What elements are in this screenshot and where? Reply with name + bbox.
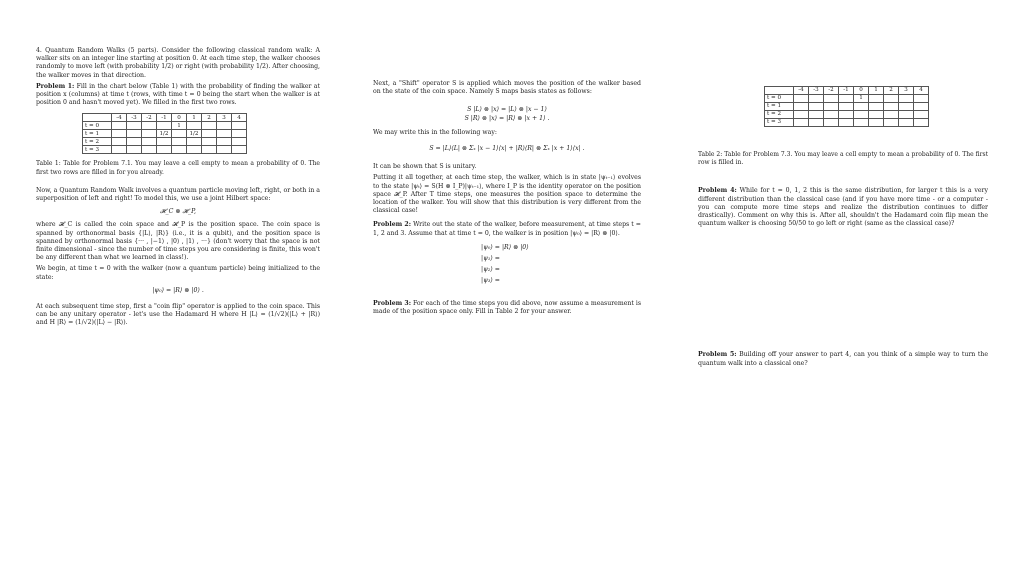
table-2-cell [794, 103, 809, 111]
table-1-col-header: 2 [202, 114, 217, 122]
table-1-row [83, 130, 247, 138]
table-1-row [83, 146, 247, 154]
table-1-cell [187, 138, 202, 146]
shift-equation-1: S |L⟩ ⊗ |x⟩ = |L⟩ ⊗ |x − 1⟩ [467, 106, 547, 114]
table-1-cell [187, 146, 202, 154]
table-2-cell [869, 119, 884, 127]
table-1-col-header: 1 [187, 114, 202, 122]
table-2-cell [884, 111, 899, 119]
table-2-cell [839, 119, 854, 127]
problem-1 [36, 83, 320, 108]
column-middle [373, 80, 641, 319]
table-2-cell [854, 103, 869, 111]
table-1-row-label: t = 3 [83, 146, 112, 154]
table-1-cell [112, 146, 127, 154]
table-1-row [83, 138, 247, 146]
table-1-cell [157, 146, 172, 154]
table-1-cell [202, 138, 217, 146]
table-1-col-header: 0 [172, 114, 187, 122]
problem-4-text: While for t = 0, 1, 2 this is the same distribution, for larger t this is a very different distribution than the classical case (and if you have more time - or a computer - you can compute more time steps and realize the distribution continues to differ drastically). Comment on why this is. After all, shouldn't the Hadamard coin flip mean the quantum walker is choosing 50/50 to go left or right (same as the classical case)? [698, 187, 988, 228]
write-paragraph: We may write this in the following way: [373, 128, 497, 136]
psi-2-line: |ψ₂⟩ = [481, 266, 500, 274]
table-1-col-header: -3 [127, 114, 142, 122]
table-2-cell [899, 103, 914, 111]
table-2-cell [914, 103, 929, 111]
table-2-cell [884, 95, 899, 103]
table-2-row-label: t = 0 [765, 95, 794, 103]
table-2-cell [899, 119, 914, 127]
table-1-row-label: t = 0 [83, 122, 112, 130]
psi-1-line: |ψ₁⟩ = [481, 255, 500, 263]
table-1-cell [127, 146, 142, 154]
table-2-cell [809, 95, 824, 103]
table-1-cell [217, 130, 232, 138]
table-2-row [765, 95, 929, 103]
table-1-cell [157, 122, 172, 130]
table-2-cell [869, 103, 884, 111]
table-1-cell [217, 122, 232, 130]
table-1-cell [127, 122, 142, 130]
table-2 [764, 86, 929, 127]
table-2-col-header: 4 [914, 87, 929, 95]
table-2-cell [884, 119, 899, 127]
table-2-wrap [764, 86, 988, 127]
problem-2 [373, 221, 641, 237]
table-2-col-header: 1 [869, 87, 884, 95]
table-1-cell [157, 138, 172, 146]
table-1-cell [127, 130, 142, 138]
table-1-col-header: 3 [217, 114, 232, 122]
table-2-cell [824, 111, 839, 119]
table-2-cell [914, 119, 929, 127]
problem-5-label: Problem 5: [698, 351, 737, 359]
table-2-cell [884, 103, 899, 111]
table-1-cell [112, 138, 127, 146]
table-2-caption: Table 2: Table for Problem 7.3. You may leave a cell empty to mean a probability of 0. The first row is filled in. [698, 151, 988, 167]
column-left [36, 47, 320, 331]
table-1-col-header [83, 114, 112, 122]
table-2-col-header: 2 [884, 87, 899, 95]
problem-4 [698, 187, 988, 228]
shift-paragraph: Next, a "Shift" operator S is applied which moves the position of the walker based on the state of the coin space. Namely S maps basis states as follows: [373, 80, 641, 96]
coin-flip-paragraph: At each subsequent time step, first a "coin flip" operator is applied to the coin space. This can be any unitary operator - let's use the Hadamard H where H |L⟩ = (1/√2)(|L⟩ + |R⟩) and H |R⟩ = (1/√2)(|L⟩ − |R⟩). [36, 303, 320, 327]
begin-paragraph: We begin, at time t = 0 with the walker (now a quantum particle) being initialized to the state: [36, 265, 320, 281]
problem-3-text: For each of the time steps you did above, now assume a measurement is made of the position space only. Fill in Table 2 for your answer. [373, 299, 641, 315]
table-2-cell [809, 103, 824, 111]
table-1-cell [217, 146, 232, 154]
psi-3-line: |ψ₃⟩ = [481, 277, 500, 285]
table-1-cell [202, 146, 217, 154]
table-1-cell [112, 130, 127, 138]
table-1-cell [142, 138, 157, 146]
table-2-col-header: -3 [809, 87, 824, 95]
table-1-cell [202, 130, 217, 138]
table-1 [82, 113, 247, 154]
evolution-paragraph: Putting it all together, at each time step, the walker, which is in state |ψₜ₋₁⟩ evolves to the state |ψₜ⟩ = S(H ⊗ I_P)|ψₜ₋₁⟩, where I_P is the identity operator on the position space 𝓗_P. After T time steps, one measures the position space to determine the location of the walker. You will show that this distribution is very different from the classical case! [373, 174, 641, 215]
table-2-cell [899, 95, 914, 103]
unitary-sentence: It can be shown that S is unitary. [373, 163, 477, 171]
table-1-cell [232, 122, 247, 130]
problem-3-label: Problem 3: [373, 299, 411, 307]
shift-equation-2: S |R⟩ ⊗ |x⟩ = |R⟩ ⊗ |x + 1⟩ . [464, 114, 550, 122]
problem-5-text: Building off your answer to part 4, can you think of a simple way to turn the quantum walk into a classical one? [698, 351, 989, 367]
table-2-cell [809, 119, 824, 127]
table-2-cell [794, 95, 809, 103]
table-2-cell [839, 103, 854, 111]
hilbert-space-equation: 𝓗_C ⊗ 𝓗_P, [159, 208, 197, 216]
table-2-cell [839, 95, 854, 103]
table-1-row-label: t = 2 [83, 138, 112, 146]
table-1-cell [232, 138, 247, 146]
table-2-col-header: -1 [839, 87, 854, 95]
table-2-cell [824, 95, 839, 103]
table-2-col-header [765, 87, 794, 95]
table-1-col-header: 4 [232, 114, 247, 122]
table-1-cell [202, 122, 217, 130]
problem-2-label: Problem 2: [373, 221, 412, 229]
table-2-row-label: t = 2 [765, 111, 794, 119]
problem-1-text: Fill in the chart below (Table 1) with the probability of finding the walker at position x (columns) at time t (rows, with time t = 0 being the start when the walker is at position 0 and hasn't moved yet). We filled in the first two rows. [36, 82, 320, 107]
table-2-row [765, 103, 929, 111]
table-2-cell [869, 95, 884, 103]
problem-4-label: Problem 4: [698, 187, 737, 195]
table-1-cell [172, 146, 187, 154]
table-2-cell [869, 111, 884, 119]
table-1-row [83, 122, 247, 130]
table-2-cell [914, 95, 929, 103]
table-1-cell [232, 130, 247, 138]
table-2-cell [794, 111, 809, 119]
shift-sum-equation: S = |L⟩⟨L| ⊗ Σₓ |x − 1⟩⟨x| + |R⟩⟨R| ⊗ Σₓ |x + 1⟩⟨x| . [429, 145, 585, 153]
table-1-cell [142, 122, 157, 130]
table-1-cell [187, 122, 202, 130]
table-1-cell [217, 138, 232, 146]
table-2-col-header: -4 [794, 87, 809, 95]
table-2-row [765, 111, 929, 119]
table-1-caption: Table 1: Table for Problem 7.1. You may leave a cell empty to mean a probability of 0. The first two rows are filled in for you already. [36, 160, 320, 176]
table-1-cell [142, 146, 157, 154]
table-2-cell [824, 119, 839, 127]
intro-paragraph: 4. Quantum Random Walks (5 parts). Consider the following classical random walk: A walker sits on an integer line starting at position 0. At each time step, the walker chooses randomly to move left (with probability 1/2) or right (with probability 1/2). After choosing, the walker moves in that direction. [36, 47, 320, 79]
table-2-row-label: t = 1 [765, 103, 794, 111]
table-2-col-header: 0 [854, 87, 869, 95]
table-1-cell: 1/2 [157, 130, 172, 138]
psi-0-line: |ψ₀⟩ = |R⟩ ⊗ |0⟩ [481, 243, 529, 251]
table-2-cell: 1 [854, 95, 869, 103]
table-1-cell [127, 138, 142, 146]
problem-3 [373, 300, 641, 316]
table-2-cell [854, 119, 869, 127]
problem-2-text: Write out the state of the walker, before measurement, at time steps t = 1, 2 and 3. Assume that at time t = 0, the walker is in position |ψ₀⟩ = |R⟩ ⊗ |0⟩. [373, 221, 641, 237]
quantum-walk-paragraph: Now, a Quantum Random Walk involves a quantum particle moving left, right, or both in a superposition of left and right! To model this, we use a joint Hilbert space: [36, 186, 320, 203]
table-1-wrap [82, 113, 320, 154]
initial-state-equation: |ψ₀⟩ = |R⟩ ⊗ |0⟩ . [152, 286, 204, 294]
table-1-col-header: -1 [157, 114, 172, 122]
table-2-col-header: 3 [899, 87, 914, 95]
table-1-col-header: -4 [112, 114, 127, 122]
table-1-cell [142, 130, 157, 138]
table-1-cell: 1/2 [187, 130, 202, 138]
problem-1-label: Problem 1: [36, 82, 75, 90]
table-2-cell [839, 111, 854, 119]
table-1-cell [172, 130, 187, 138]
state-list [481, 244, 641, 286]
table-2-cell [914, 111, 929, 119]
table-2-row [765, 119, 929, 127]
table-1-cell [232, 146, 247, 154]
table-2-cell [899, 111, 914, 119]
column-right [698, 86, 988, 371]
table-2-row-label: t = 3 [765, 119, 794, 127]
table-1-row-label: t = 1 [83, 130, 112, 138]
table-1-header-row [83, 114, 247, 122]
table-2-col-header: -2 [824, 87, 839, 95]
table-1-cell: 1 [172, 122, 187, 130]
table-2-cell [824, 103, 839, 111]
table-1-col-header: -2 [142, 114, 157, 122]
problem-5 [698, 351, 988, 367]
table-1-cell [172, 138, 187, 146]
spaces-paragraph: where 𝓗_C is called the coin space and 𝓗_P is the position space. The coin space is spanned by orthonormal basis {|L⟩, |R⟩} (i.e., it is a qubit), and the position space is spanned by orthonormal basis {··· , |−1⟩ , |0⟩ , |1⟩ , ···} (don't worry that the space is not finite dimensional - since the number of time steps you are considering is finite, this won't be any different than what we learned in class!). [36, 221, 320, 262]
table-2-cell [854, 111, 869, 119]
table-2-cell [794, 119, 809, 127]
table-2-header-row [765, 87, 929, 95]
table-2-cell [809, 111, 824, 119]
table-1-cell [112, 122, 127, 130]
